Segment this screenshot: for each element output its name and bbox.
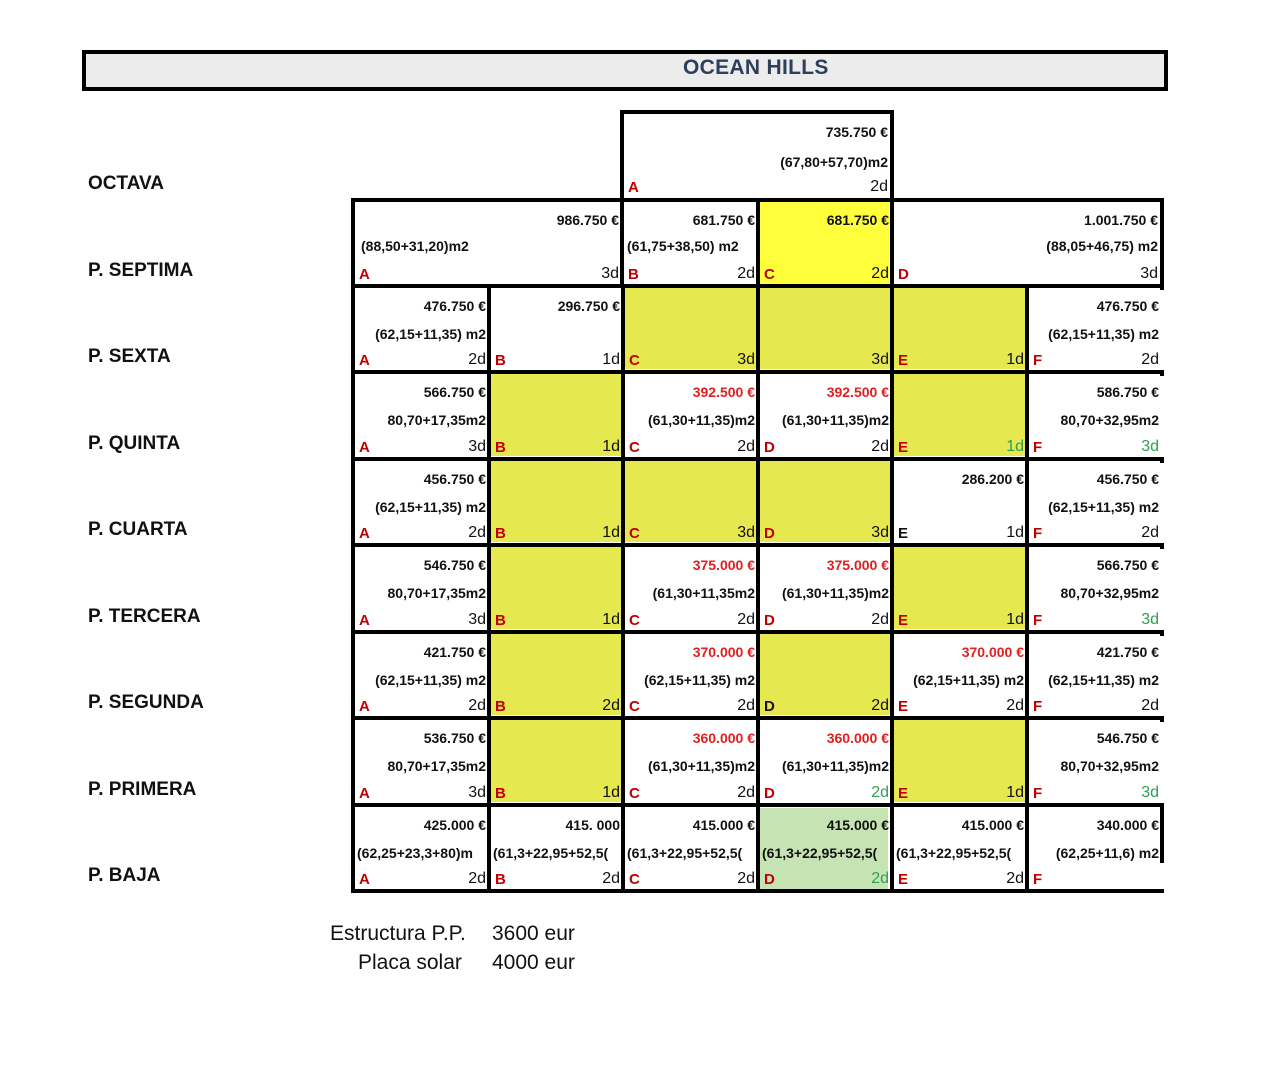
unit-rooms: 2d: [602, 697, 620, 714]
unit-rooms: 3d: [871, 351, 889, 368]
unit-letter: E: [898, 871, 909, 888]
unit-5a[interactable]: [355, 374, 488, 458]
unit-price: 456.750 €: [423, 471, 486, 487]
unit-area: 80,70+17,35m2: [387, 758, 486, 774]
unit-price: 375.000 €: [692, 557, 755, 573]
unit-4e[interactable]: [894, 461, 1026, 544]
unit-letter: E: [898, 785, 909, 802]
unit-letter: B: [495, 525, 506, 542]
unit-area: (61,30+11,35)m2: [647, 412, 755, 428]
unit-price: 566.750 €: [423, 384, 486, 400]
unit-area: (61,3+22,95+52,5(: [627, 845, 743, 861]
floor-label-tercera: P. TERCERA: [88, 606, 201, 627]
unit-rooms: 3d: [871, 524, 889, 541]
unit-letter: B: [495, 698, 506, 715]
unit-area: (61,3+22,95+52,5(: [493, 845, 609, 861]
unit-letter: C: [629, 612, 640, 629]
unit-6b[interactable]: [491, 288, 622, 371]
unit-rooms: 2d: [871, 697, 889, 714]
unit-price: 415. 000: [565, 817, 620, 833]
unit-rooms: 2d: [871, 870, 889, 887]
unit-price: 536.750 €: [423, 730, 486, 746]
unit-1b[interactable]: [491, 720, 622, 804]
unit-rooms: 3d: [1141, 438, 1159, 455]
unit-rooms: 3d: [601, 265, 619, 282]
unit-rooms: 2d: [1006, 870, 1024, 887]
unit-price: 681.750 €: [826, 212, 889, 228]
unit-4c[interactable]: [625, 461, 757, 544]
unit-area: (61,3+22,95+52,5(: [896, 845, 1012, 861]
unit-letter: A: [359, 266, 370, 283]
unit-rooms: 2d: [737, 265, 755, 282]
unit-area: (62,25+11,6) m2: [1055, 845, 1159, 861]
unit-2b[interactable]: [491, 634, 622, 717]
unit-letter: F: [1033, 785, 1043, 802]
unit-area: (62,15+11,35) m2: [375, 499, 486, 515]
unit-price: 370.000 €: [692, 644, 755, 660]
unit-letter: C: [629, 525, 640, 542]
unit-1c[interactable]: [625, 720, 757, 804]
unit-rooms: 2d: [1141, 524, 1159, 541]
unit-0f[interactable]: [1029, 807, 1161, 890]
footer-value-estructura: 3600 eur: [492, 922, 575, 945]
unit-letter: C: [629, 439, 640, 456]
unit-rooms: 2d: [1006, 697, 1024, 714]
unit-letter: A: [359, 439, 370, 456]
unit-7a[interactable]: [355, 202, 621, 285]
unit-rooms: 2d: [871, 438, 889, 455]
unit-letter: F: [1033, 871, 1043, 888]
unit-letter: B: [495, 612, 506, 629]
unit-letter: C: [629, 352, 640, 369]
unit-5f[interactable]: [1029, 374, 1161, 458]
unit-rooms: 1d: [602, 611, 620, 628]
unit-price: 360.000 €: [692, 730, 755, 746]
unit-price: 375.000 €: [826, 557, 889, 573]
unit-area: 80,70+32,95m2: [1060, 585, 1159, 601]
unit-5c[interactable]: [625, 374, 757, 458]
unit-letter: E: [898, 612, 909, 629]
unit-letter: C: [629, 785, 640, 802]
unit-price: 392.500 €: [692, 384, 755, 400]
unit-rooms: 1d: [602, 524, 620, 541]
unit-rooms: 1d: [1006, 784, 1024, 801]
unit-3c[interactable]: [625, 547, 757, 631]
unit-area: (62,25+23,3+80)m: [357, 845, 473, 861]
unit-5e[interactable]: [894, 374, 1026, 458]
unit-rooms: 2d: [468, 351, 486, 368]
unit-2c[interactable]: [625, 634, 757, 717]
unit-rooms: 2d: [1141, 697, 1159, 714]
unit-letter: A: [359, 612, 370, 629]
unit-letter: D: [764, 612, 775, 629]
unit-price: 586.750 €: [1096, 384, 1159, 400]
unit-area: (62,15+11,35) m2: [1048, 672, 1159, 688]
unit-area: (62,15+11,35) m2: [1048, 326, 1159, 342]
unit-price: 360.000 €: [826, 730, 889, 746]
unit-area: (62,15+11,35) m2: [913, 672, 1024, 688]
unit-area: (61,30+11,35)m2: [781, 412, 889, 428]
unit-letter: C: [629, 698, 640, 715]
unit-6d[interactable]: [760, 288, 891, 371]
unit-1a[interactable]: [355, 720, 488, 804]
footer-value-placa: 4000 eur: [492, 951, 575, 974]
unit-letter: D: [764, 871, 775, 888]
unit-rooms: 3d: [737, 524, 755, 541]
unit-5b[interactable]: [491, 374, 622, 458]
unit-4b[interactable]: [491, 461, 622, 544]
unit-2d[interactable]: [760, 634, 891, 717]
unit-rooms: 1d: [1006, 524, 1024, 541]
unit-letter: F: [1033, 525, 1043, 542]
unit-rooms: 2d: [871, 611, 889, 628]
unit-area: (62,15+11,35) m2: [1048, 499, 1159, 515]
unit-letter: D: [764, 525, 775, 542]
unit-2e[interactable]: [894, 634, 1026, 717]
unit-letter: F: [1033, 612, 1043, 629]
unit-rooms: 2d: [737, 784, 755, 801]
unit-area: (62,15+11,35) m2: [644, 672, 755, 688]
unit-rooms: 1d: [1006, 438, 1024, 455]
unit-rooms: 2d: [468, 870, 486, 887]
unit-price: 986.750 €: [556, 212, 619, 228]
unit-6c[interactable]: [625, 288, 757, 371]
unit-price: 370.000 €: [961, 644, 1024, 660]
unit-rooms: 3d: [1141, 611, 1159, 628]
unit-7c[interactable]: [760, 202, 891, 285]
unit-area: (61,30+11,35m2: [652, 585, 755, 601]
unit-4d[interactable]: [760, 461, 891, 544]
unit-letter: C: [764, 266, 775, 283]
unit-area: (61,3+22,95+52,5(: [762, 845, 878, 861]
unit-letter: A: [359, 785, 370, 802]
unit-rooms: 2d: [468, 524, 486, 541]
unit-3d[interactable]: [760, 547, 891, 631]
unit-rooms: 2d: [737, 697, 755, 714]
unit-4f[interactable]: [1029, 461, 1161, 544]
footer-label-placa: Placa solar: [358, 951, 462, 974]
unit-price: 476.750 €: [1096, 298, 1159, 314]
unit-0e[interactable]: [894, 807, 1026, 890]
unit-rooms: 3d: [737, 351, 755, 368]
unit-letter: F: [1033, 698, 1043, 715]
unit-price: 286.200 €: [961, 471, 1024, 487]
unit-letter: A: [359, 698, 370, 715]
unit-area: (61,30+11,35)m2: [781, 585, 889, 601]
unit-letter: A: [628, 179, 639, 196]
unit-letter: A: [359, 525, 370, 542]
unit-letter: A: [359, 871, 370, 888]
unit-area: (61,30+11,35)m2: [781, 758, 889, 774]
unit-price: 566.750 €: [1096, 557, 1159, 573]
unit-letter: F: [1033, 352, 1043, 369]
unit-price: 421.750 €: [1096, 644, 1159, 660]
unit-price: 296.750 €: [557, 298, 620, 314]
unit-rooms: 2d: [602, 870, 620, 887]
unit-price: 421.750 €: [423, 644, 486, 660]
unit-7d[interactable]: [894, 202, 1160, 285]
unit-rooms: 1d: [602, 438, 620, 455]
unit-area: (62,15+11,35) m2: [375, 672, 486, 688]
unit-letter: E: [898, 698, 909, 715]
unit-area: (62,15+11,35) m2: [375, 326, 486, 342]
unit-letter: E: [898, 352, 909, 369]
unit-0c[interactable]: [625, 807, 757, 890]
unit-rooms: 3d: [1140, 265, 1158, 282]
unit-letter: D: [898, 266, 909, 283]
unit-area: 80,70+17,35m2: [387, 412, 486, 428]
unit-price: 1.001.750 €: [1084, 212, 1158, 228]
unit-area: (67,80+57,70)m2: [780, 154, 888, 170]
unit-1e[interactable]: [894, 720, 1026, 804]
unit-rooms: 2d: [870, 178, 888, 195]
unit-1d[interactable]: [760, 720, 891, 804]
unit-0b[interactable]: [491, 807, 622, 890]
unit-rooms: 2d: [737, 611, 755, 628]
unit-price: 415.000 €: [826, 817, 889, 833]
unit-letter: B: [495, 439, 506, 456]
unit-area: (88,05+46,75) m2: [1046, 238, 1158, 254]
unit-rooms: 2d: [871, 784, 889, 801]
unit-rooms: 2d: [1141, 351, 1159, 368]
unit-area: (88,50+31,20)m2: [361, 238, 469, 254]
floor-label-baja: P. BAJA: [88, 865, 161, 886]
unit-2f[interactable]: [1029, 634, 1161, 717]
unit-letter: B: [495, 871, 506, 888]
floor-label-octava: OCTAVA: [88, 173, 164, 194]
unit-0d[interactable]: [760, 807, 891, 890]
unit-rooms: 1d: [602, 351, 620, 368]
unit-letter: D: [764, 785, 775, 802]
unit-price: 392.500 €: [826, 384, 889, 400]
unit-7b[interactable]: [624, 202, 757, 285]
unit-6f[interactable]: [1029, 288, 1161, 371]
unit-6a[interactable]: [355, 288, 488, 371]
unit-rooms: 1d: [602, 784, 620, 801]
unit-3f[interactable]: [1029, 547, 1161, 631]
unit-letter: E: [898, 439, 909, 456]
unit-letter: E: [898, 525, 909, 542]
unit-letter: D: [764, 698, 775, 715]
unit-4a[interactable]: [355, 461, 488, 544]
unit-price: 340.000 €: [1096, 817, 1159, 833]
unit-price: 735.750 €: [825, 124, 888, 140]
unit-rooms: 1d: [1006, 611, 1024, 628]
footer-label-estructura: Estructura P.P.: [330, 922, 466, 945]
unit-6e[interactable]: [894, 288, 1026, 371]
unit-price: 415.000 €: [692, 817, 755, 833]
unit-rooms: 3d: [468, 611, 486, 628]
unit-rooms: 2d: [468, 697, 486, 714]
unit-price: 415.000 €: [961, 817, 1024, 833]
unit-price: 681.750 €: [692, 212, 755, 228]
unit-letter: D: [764, 439, 775, 456]
floor-label-sexta: P. SEXTA: [88, 346, 171, 367]
floor-label-septima: P. SEPTIMA: [88, 260, 194, 281]
floor-label-primera: P. PRIMERA: [88, 779, 197, 800]
unit-area: 80,70+32,95m2: [1060, 758, 1159, 774]
unit-letter: B: [495, 785, 506, 802]
unit-letter: A: [359, 352, 370, 369]
unit-price: 476.750 €: [423, 298, 486, 314]
unit-1f[interactable]: [1029, 720, 1161, 804]
unit-0a[interactable]: [355, 807, 488, 890]
unit-letter: F: [1033, 439, 1043, 456]
floor-label-cuarta: P. CUARTA: [88, 519, 188, 540]
unit-rooms: 3d: [468, 438, 486, 455]
unit-3e[interactable]: [894, 547, 1026, 631]
unit-letter: B: [495, 352, 506, 369]
unit-letter: B: [628, 266, 639, 283]
unit-rooms: 2d: [737, 870, 755, 887]
unit-8a[interactable]: [624, 114, 890, 198]
unit-area: (61,75+38,50) m2: [627, 238, 739, 254]
page-title: OCEAN HILLS: [683, 56, 829, 79]
unit-letter: C: [629, 871, 640, 888]
unit-price: 456.750 €: [1096, 471, 1159, 487]
unit-rooms: 2d: [737, 438, 755, 455]
unit-area: (61,30+11,35)m2: [647, 758, 755, 774]
unit-3a[interactable]: [355, 547, 488, 631]
unit-rooms: 3d: [1141, 784, 1159, 801]
unit-2a[interactable]: [355, 634, 488, 717]
unit-5d[interactable]: [760, 374, 891, 458]
unit-price: 546.750 €: [423, 557, 486, 573]
unit-area: 80,70+17,35m2: [387, 585, 486, 601]
unit-rooms: 1d: [1006, 351, 1024, 368]
unit-price: 425.000 €: [423, 817, 486, 833]
unit-rooms: 2d: [871, 265, 889, 282]
floor-label-segunda: P. SEGUNDA: [88, 692, 204, 713]
floor-label-quinta: P. QUINTA: [88, 433, 181, 454]
unit-price: 546.750 €: [1096, 730, 1159, 746]
unit-rooms: 3d: [468, 784, 486, 801]
unit-3b[interactable]: [491, 547, 622, 631]
unit-area: 80,70+32,95m2: [1060, 412, 1159, 428]
